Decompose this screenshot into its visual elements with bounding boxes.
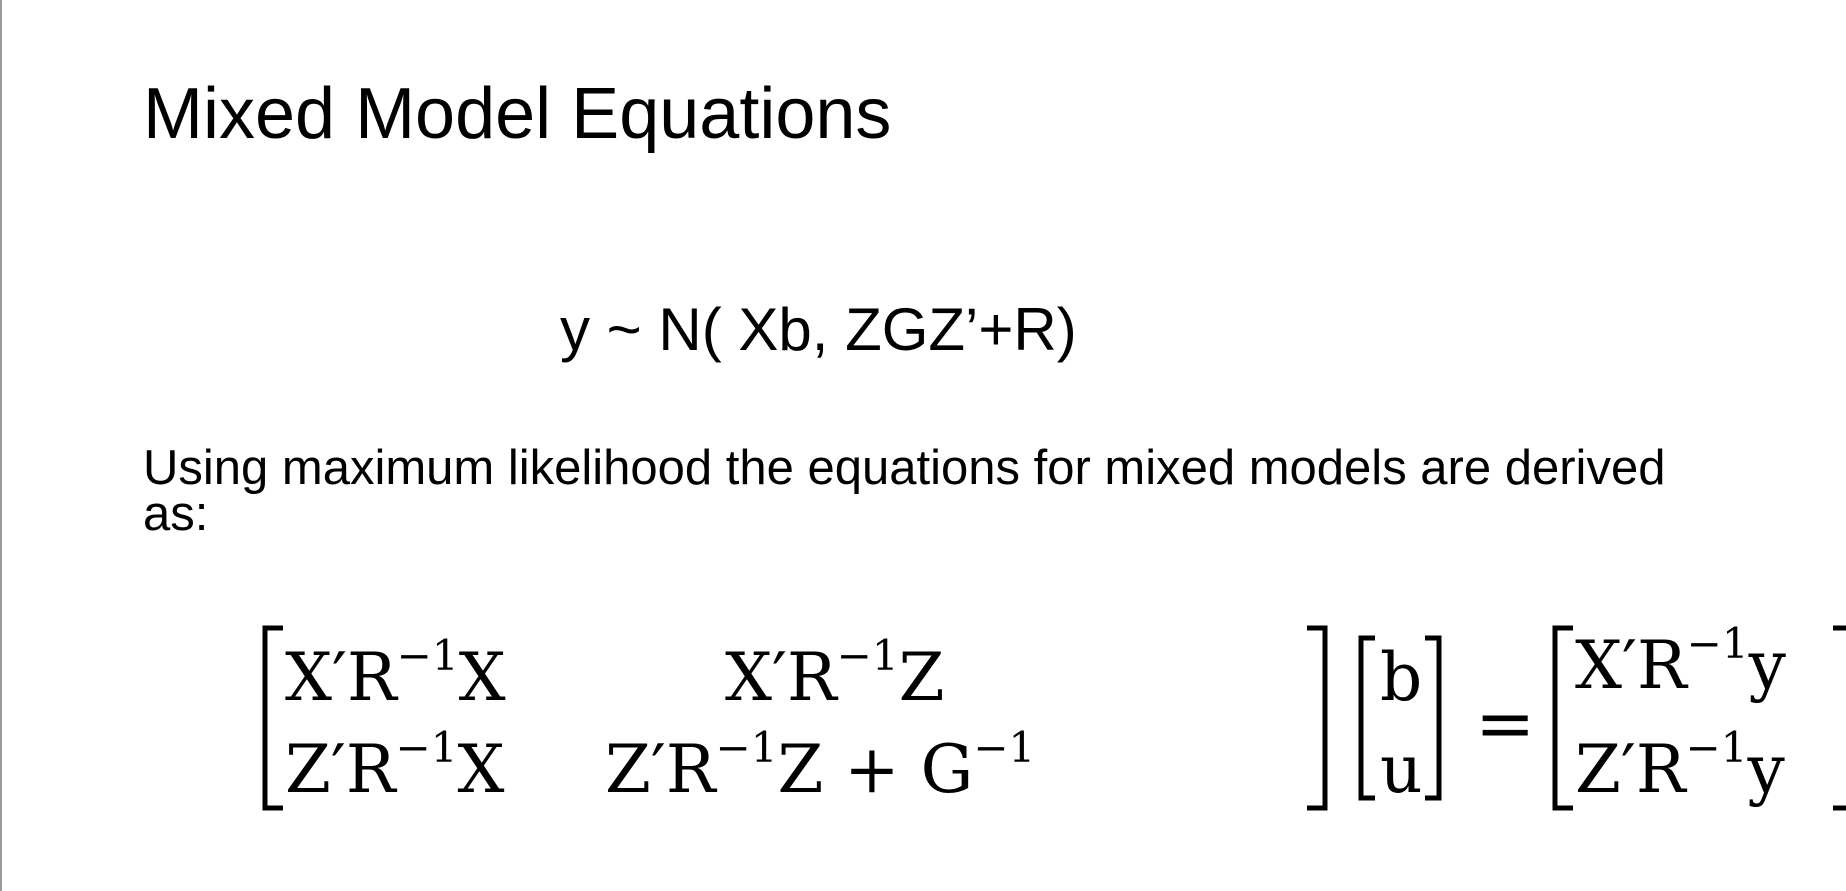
equals-sign: = bbox=[1475, 681, 1536, 765]
slide-left-border bbox=[0, 0, 2, 891]
rhs-vector-right-bracket bbox=[1833, 628, 1846, 808]
mixed-model-matrix-equation bbox=[255, 619, 1786, 820]
vector-b: b bbox=[1380, 639, 1423, 716]
vector-u: u bbox=[1380, 731, 1423, 808]
lhs-matrix-left-bracket bbox=[265, 628, 283, 808]
lhs-r1c2: $X'R^{-1}Z$ bbox=[725, 631, 945, 716]
distribution-equation: y ~ N( Xb, ZGZ’+R) bbox=[560, 296, 1077, 363]
rhs-vector-left-bracket bbox=[1555, 628, 1573, 808]
rhs-r1: $X'R^{-1}y$ bbox=[1575, 619, 1786, 704]
lhs-r1c1: $X'R^{-1}X$ bbox=[285, 631, 506, 716]
lhs-r2c1: $Z'R^{-1}X$ bbox=[285, 723, 505, 808]
description-text: Using maximum likelihood the equations for mixed models are derived as: bbox=[143, 441, 1666, 541]
slide-title: Mixed Model Equations bbox=[143, 74, 892, 154]
vector-left-bracket bbox=[1361, 638, 1375, 798]
vector-right-bracket bbox=[1425, 638, 1439, 798]
lhs-matrix-right-bracket bbox=[1307, 628, 1325, 808]
lhs-r2c2: $Z'R^{-1}Z + G^{-1}$ bbox=[605, 723, 1036, 808]
rhs-r2: $Z'R^{-1}y$ bbox=[1575, 723, 1785, 808]
